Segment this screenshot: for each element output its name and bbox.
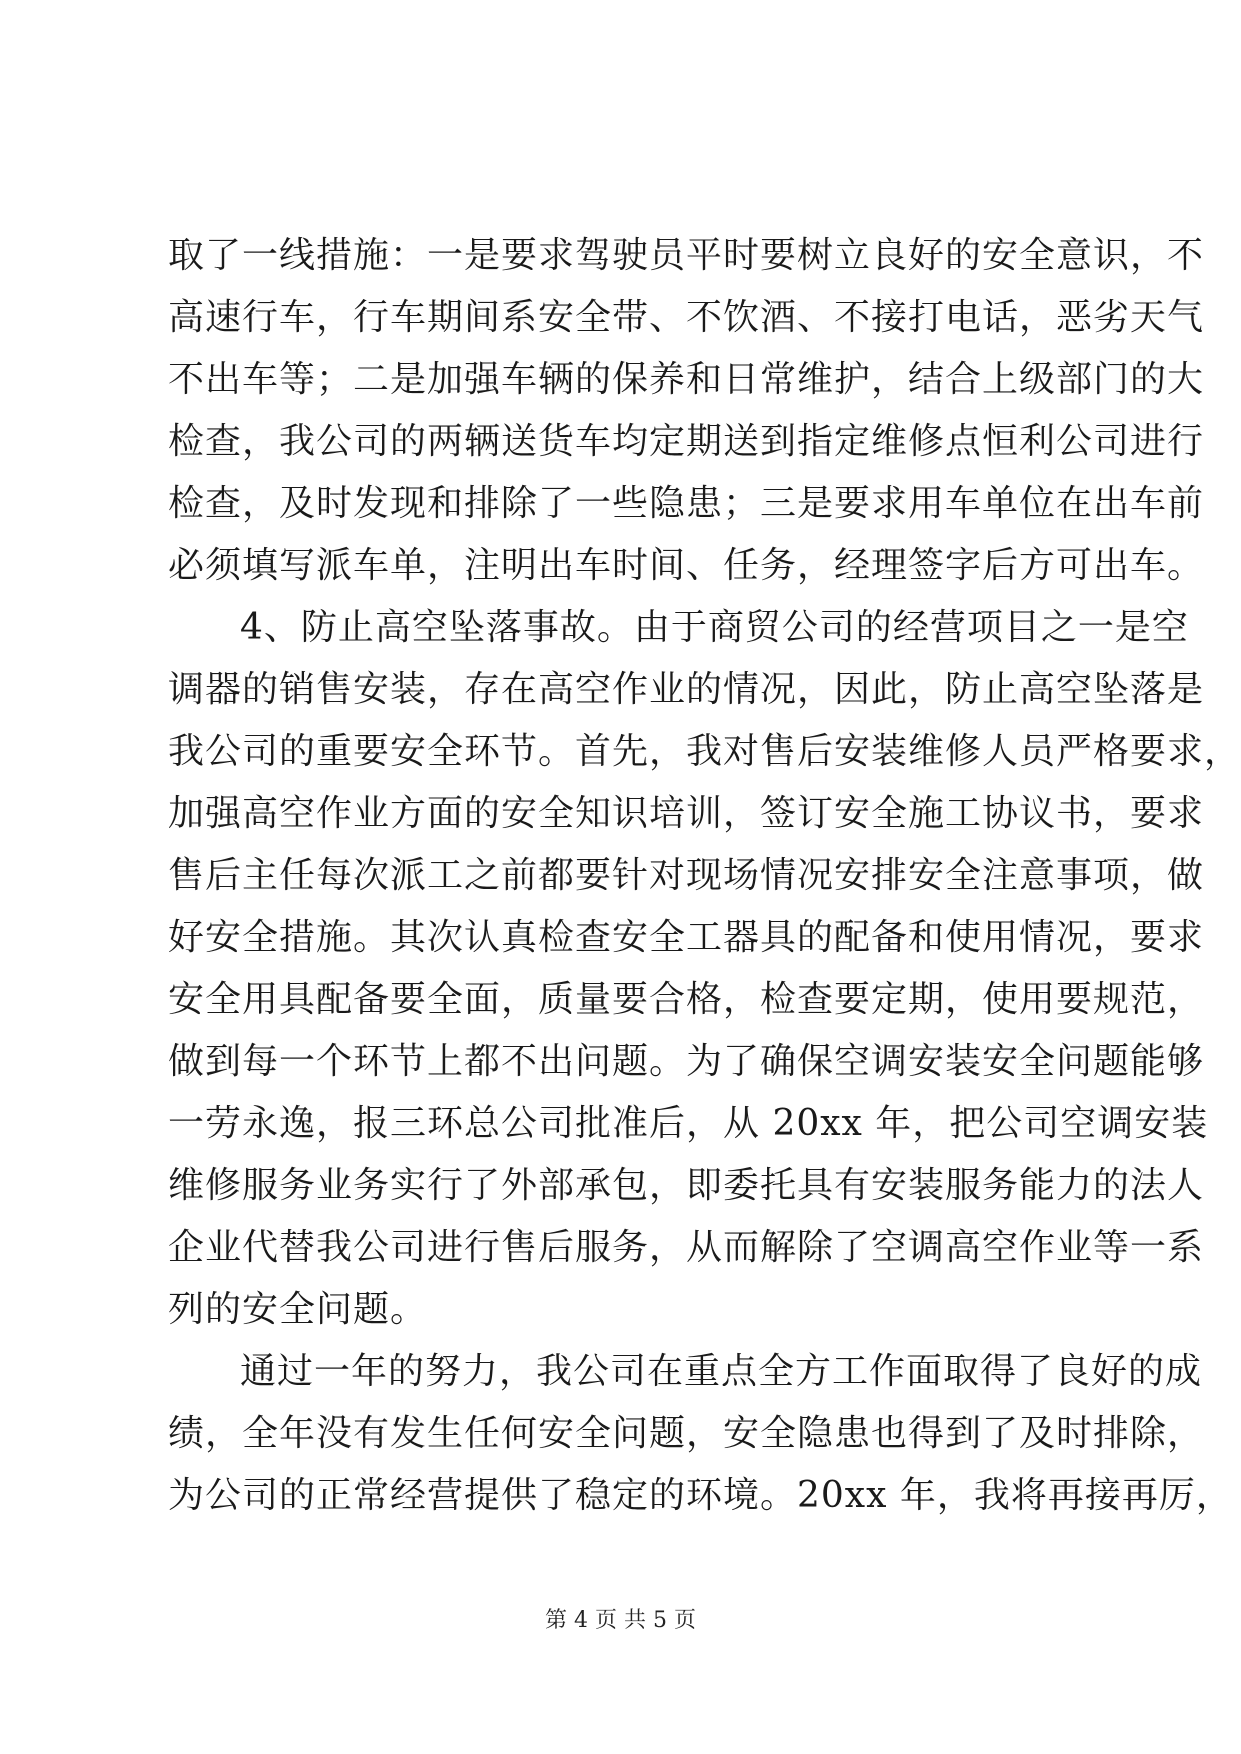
text-line: 为公司的正常经营提供了稳定的环境。20xx 年，我将再接再厉， [168, 1475, 1233, 1516]
text-line: 维修服务业务实行了外部承包，即委托具有安装服务能力的法人 [168, 1165, 1205, 1206]
document-body [168, 225, 1241, 1527]
text-line: 企业代替我公司进行售后服务，从而解除了空调高空作业等一系 [168, 1227, 1205, 1268]
text-line: 做到每一个环节上都不出问题。为了确保空调安装安全问题能够 [168, 1041, 1205, 1082]
text-line: 高速行车，行车期间系安全带、不饮酒、不接打电话，恶劣天气 [168, 297, 1205, 338]
paragraph-start-line: 4、防止高空坠落事故。由于商贸公司的经营项目之一是空 [240, 607, 1189, 648]
text-line: 好安全措施。其次认真检查安全工器具的配备和使用情况，要求 [168, 917, 1205, 958]
text-line: 不出车等；二是加强车辆的保养和日常维护，结合上级部门的大 [168, 359, 1205, 400]
text-line: 检查，我公司的两辆送货车均定期送到指定维修点恒利公司进行 [168, 421, 1205, 462]
paragraph-start-line: 通过一年的努力，我公司在重点全方工作面取得了良好的成 [240, 1351, 1203, 1392]
text-line: 我公司的重要安全环节。首先，我对售后安装维修人员严格要求， [168, 731, 1241, 772]
text-line: 一劳永逸，报三环总公司批准后，从 20xx 年，把公司空调安装 [168, 1103, 1209, 1144]
text-line: 加强高空作业方面的安全知识培训，签订安全施工协议书，要求 [168, 793, 1205, 834]
page-number-footer: 第 4 页 共 5 页 [545, 1608, 696, 1633]
text-line: 安全用具配备要全面，质量要合格，检查要定期，使用要规范， [168, 979, 1205, 1020]
text-line: 必须填写派车单，注明出车时间、任务，经理签字后方可出车。 [168, 545, 1205, 586]
text-line: 绩，全年没有发生任何安全问题，安全隐患也得到了及时排除， [168, 1413, 1205, 1454]
text-line: 调器的销售安装，存在高空作业的情况，因此，防止高空坠落是 [168, 669, 1205, 710]
text-line: 列的安全问题。 [168, 1289, 428, 1330]
text-line: 取了一线措施：一是要求驾驶员平时要树立良好的安全意识，不 [168, 235, 1205, 276]
text-line: 检查，及时发现和排除了一些隐患；三是要求用车单位在出车前 [168, 483, 1205, 524]
text-line: 售后主任每次派工之前都要针对现场情况安排安全注意事项，做 [168, 855, 1205, 896]
